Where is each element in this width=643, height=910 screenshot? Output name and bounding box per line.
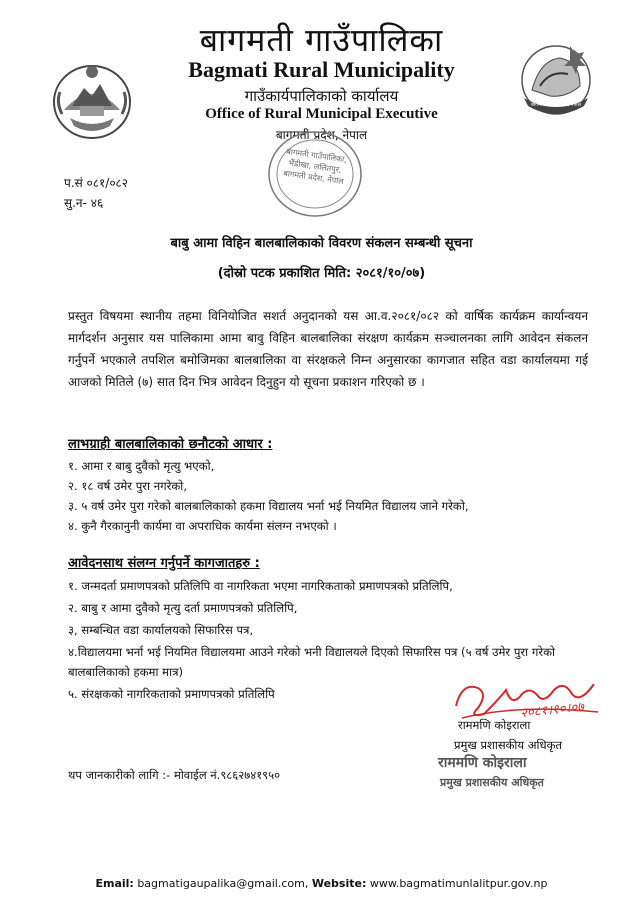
website-label: Website: [311,877,367,890]
contact-info: थप जानकारीको लागि :- मोवाईल नं.९८६२७४१९५० [68,768,281,782]
signature-stamp-designation: प्रमुख प्रशासकीय अधिकृत [440,776,544,789]
email-label: Email: [95,877,134,890]
website-link[interactable]: www.bagmatimunlalitpur.gov.np [369,877,548,890]
list-item: ३. ५ वर्ष उमेर पुरा गरेको बालबालिकाको हकमा विद्यालय भर्ना भई नियमित विद्यालय जाने गरेको, [68,499,469,513]
notice-title: बाबु आमा विहिन बालबालिकाको विवरण संकलन सम्बन्धी सूचना [170,236,473,251]
page-footer [0,877,643,890]
signatory-designation: प्रमुख प्रशासकीय अधिकृत [454,738,562,752]
list-item: १. आमा र बाबु दुवैको मृत्यु भएको, [68,459,215,473]
documents-heading: आवेदनसाथ संलग्न गर्नुपर्ने कागजातहरु : [68,556,260,571]
signature-stamp-name: राममणि कोइराला [438,755,527,771]
municipality-name-english: Bagmati Rural Municipality [188,57,455,82]
notice-subtitle: (दोस्रो पटक प्रकाशित मिति: २०८१/१०/०७) [217,266,426,281]
signatory-name: राममणि कोइराला [458,718,531,732]
list-item: ४.विद्यालयमा भर्ना भई नियमित विद्यालयमा आउने गरेको भनी विद्यालयले दिएको सिफारिस पत्र (५ वर्ष उमेर पुरा गरेको बालबालिकाको हकमा मात्र) [68,645,556,679]
list-item: ३, सम्बन्धित वडा कार्यालयको सिफारिस पत्र, [68,623,254,637]
signature-date: २०८१।१०।०७ [519,699,585,722]
office-seal-stamp [262,128,368,220]
criteria-heading: लाभग्राही बालबालिकाको छनौटको आधार : [68,437,273,452]
emblem-text: बागमती गाउँपालिका, नेपाल [531,102,581,108]
office-name-english: Office of Rural Municipal Executive [205,106,438,122]
list-item: २. १८ वर्ष उमेर पुरा नगरेको, [68,479,187,493]
notice-body: प्रस्तुत विषयमा स्थानीय तहमा विनियोजित सशर्त अनुदानको यस आ.व.२०८१/०८२ को वार्षिक कार्यक्रम कार्यान्वयन मार्गदर्शन अनुसार यस पालिकामा आमा बावु विहिन बालबालिका संरक्षण कार्यक्रम सञ्चालनका लागि आवेदन संकलन गर्नुपर्ने भएकाले तपशिल बमोजिमका बालबालिका वा संरक्षकले निम्न अनुसारका कागजात सहित वडा कार्यालयमा गई आजको मितिले (७) सात दिन भित्र आवेदन दिनुहुन यो सूचना प्रकाशन गरिएको छ । [68,309,588,389]
municipality-name-nepali: बागमती गाउँपालिका [199,21,444,59]
reference-number: सु.न- ४६ [64,196,104,210]
email-link[interactable]: bagmatigaupalika@gmail.com, [137,877,309,890]
list-item: ५. संरक्षकको नागरिकताको प्रमाणपत्रको प्रतिलिपि [68,687,275,701]
list-item: २. बाबु र आमा दुवैको मृत्यु दर्ता प्रमाणपत्रको प्रतिलिपि, [68,601,298,615]
list-item: १. जन्मदर्ता प्रमाणपत्रको प्रतिलिपि वा नागरिकता भएमा नागरिकताको प्रमाणपत्रको प्रतिलिपि, [68,579,453,593]
seal-text: बागमती गाउँपालिका, भैंडीखा, ललितपुर, बागमती प्रदेश, नेपाल [282,146,348,187]
office-name-nepali: गाउँकार्यपालिकाको कार्यालय [244,87,399,105]
reference-fiscal: प.सं ०८१/०८२ [64,176,129,190]
office-address: बागमती प्रदेश, नेपाल [275,128,368,142]
list-item: ४. कुनै गैरकानुनी कार्यमा वा अपराधिक कार्यमा संलग्न नभएको । [68,519,337,533]
